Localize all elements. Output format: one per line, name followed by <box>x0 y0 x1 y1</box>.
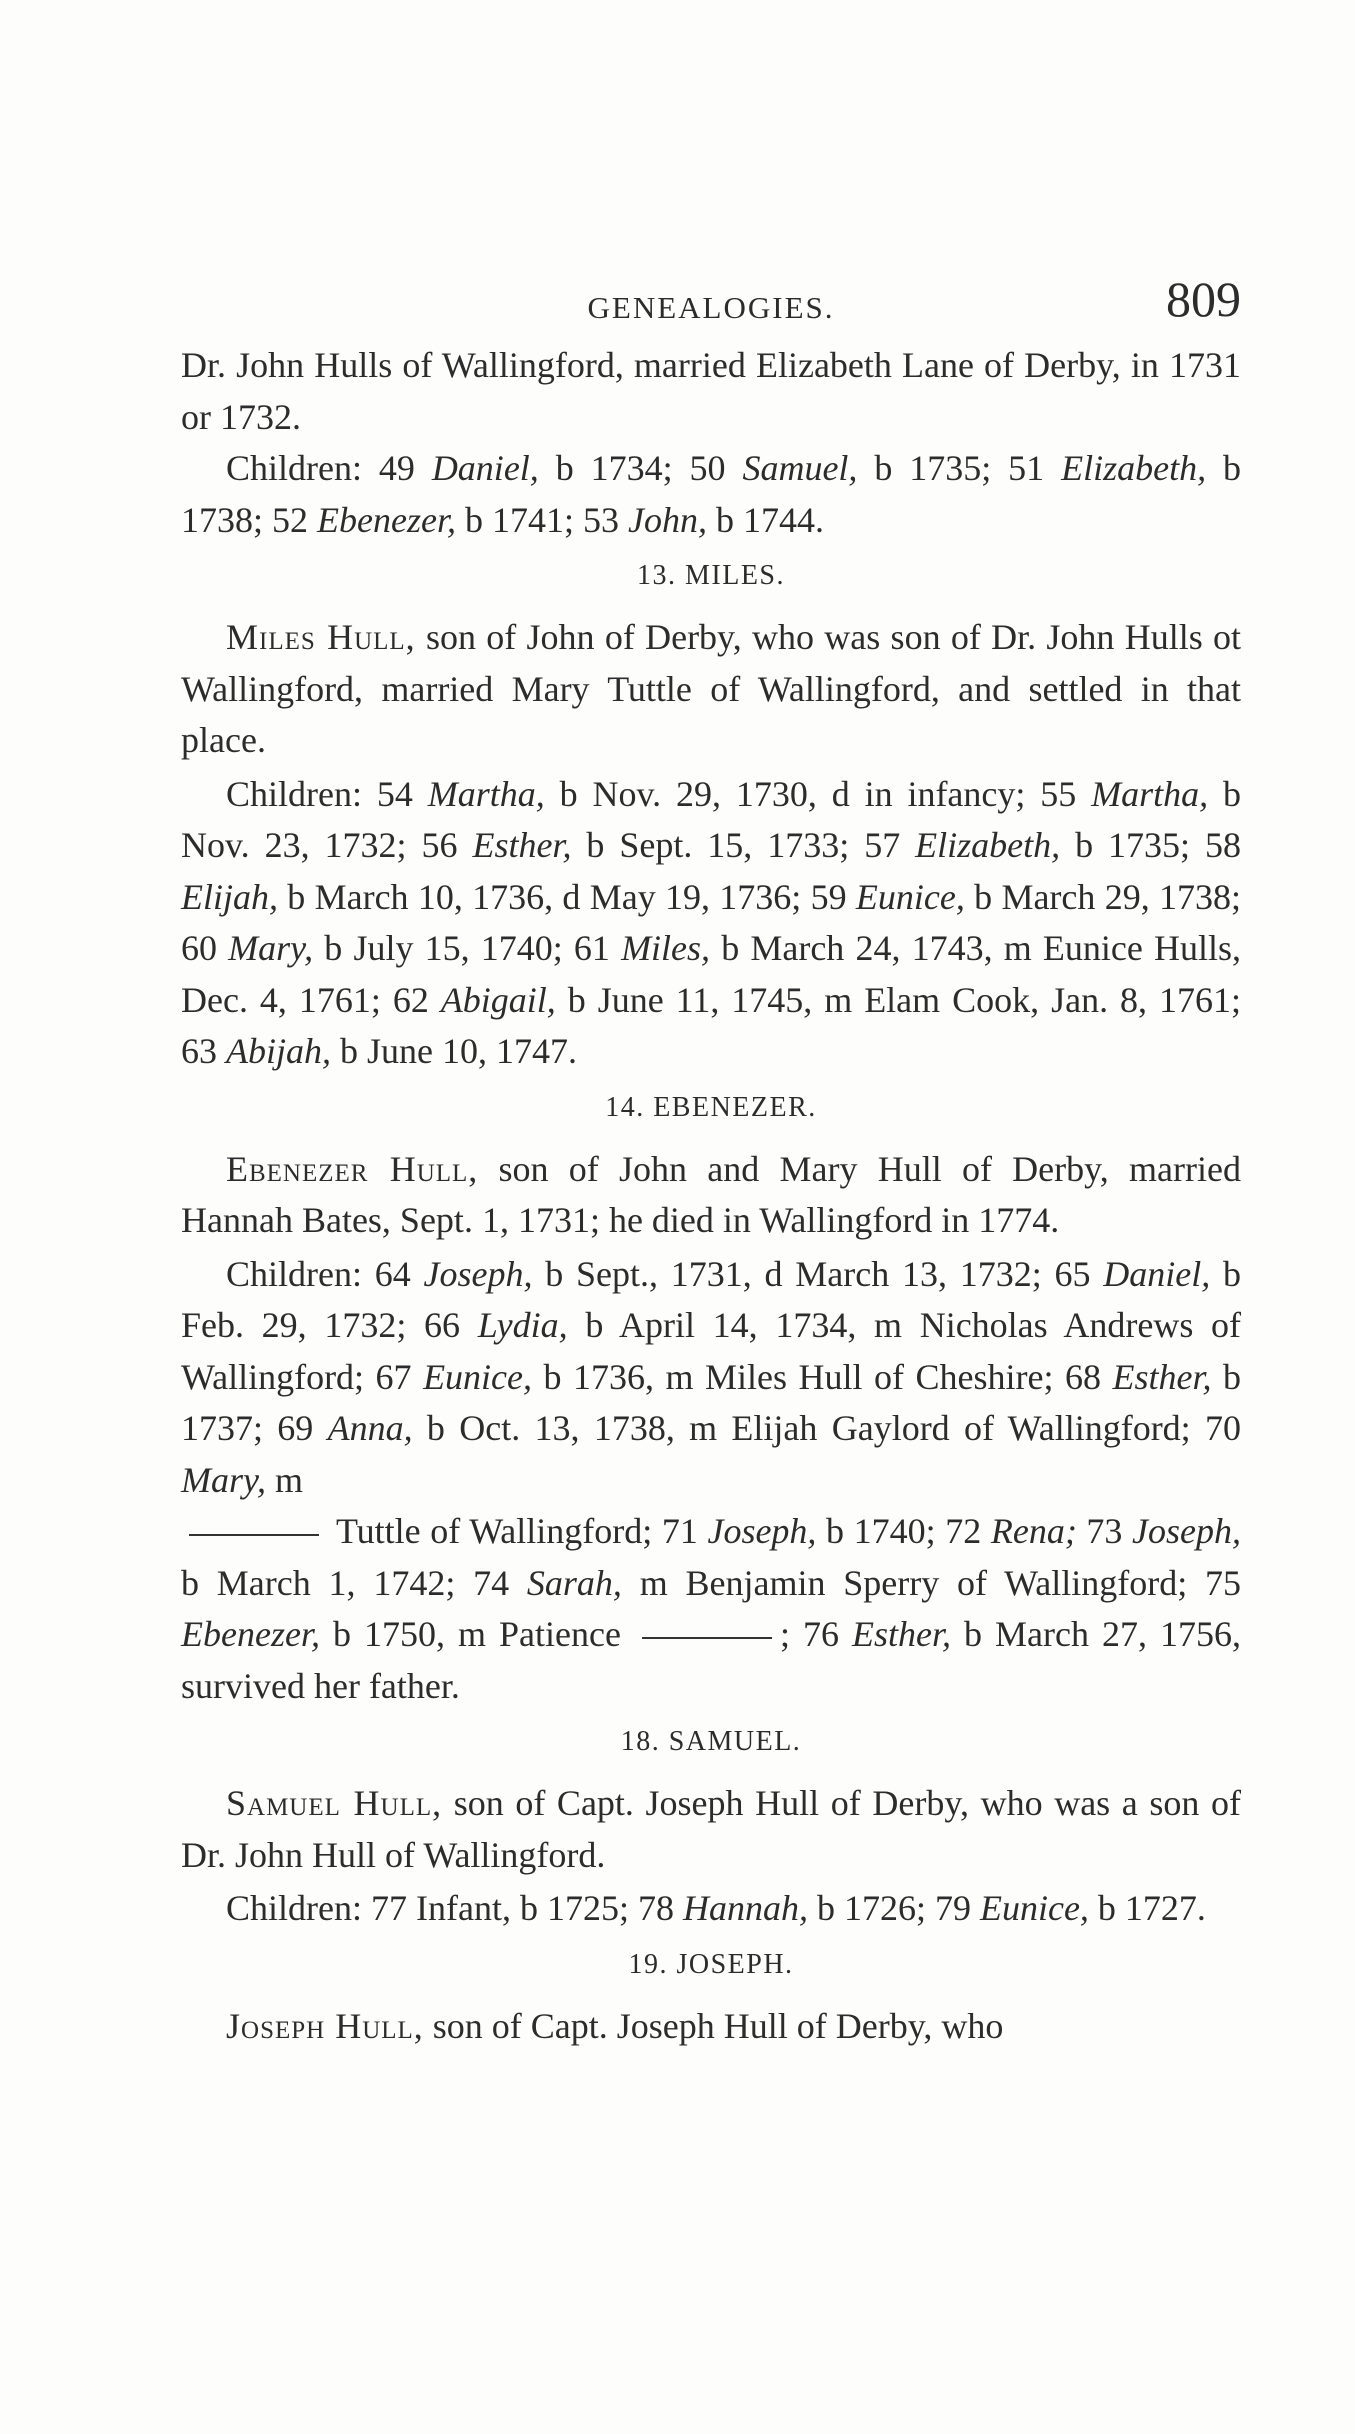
section-heading-samuel: 18. SAMUEL. <box>620 1726 802 1757</box>
child-name: Abigail, <box>440 979 556 1020</box>
paragraph-children-john <box>181 443 1241 546</box>
child-name: Esther, <box>1112 1356 1212 1397</box>
child-name: Martha, <box>1091 773 1209 814</box>
page-number: 809 <box>1166 271 1241 327</box>
paragraph-children-miles <box>181 769 1241 1078</box>
text-run: b July 15, 1740; 61 <box>313 928 622 968</box>
text-run: b 1726; 79 <box>807 1888 980 1928</box>
text-run: b 1735; 58 <box>1060 825 1241 865</box>
person-name: Joseph Hull, <box>226 2005 424 2046</box>
text-run: b 1737; 69 <box>181 1356 1242 1448</box>
blank-name-dash <box>189 1534 319 1536</box>
text-run: Tuttle of Wallingford; 71 <box>327 1511 708 1551</box>
text-run: b March 1, 1742; 74 <box>181 1562 527 1603</box>
paragraph-children-ebenezer <box>181 1249 1241 1713</box>
text-run: b Nov. 23, 1732; 56 <box>181 773 1241 865</box>
child-name: Daniel, <box>1103 1253 1211 1294</box>
text-run: b Nov. 29, 1730, d in infancy; 55 <box>544 773 1092 814</box>
person-name: Miles Hull, <box>226 617 416 657</box>
paragraph-joseph-hull <box>181 2001 1241 2053</box>
text-run: b Oct. 13, 1738, m Elijah Gaylord of Wallingford; 70 <box>412 1408 1241 1448</box>
text-run: b June 10, 1747. <box>331 1031 577 1071</box>
text-run: b March 24, 1743, m Eunice Hulls, Dec. 4, 1761; 62 <box>181 928 1242 1020</box>
paragraph-john-hulls <box>181 340 1241 443</box>
child-name: Eunice, <box>979 1888 1089 1928</box>
child-name: Elijah, <box>181 876 278 917</box>
child-name: Eunice, <box>855 876 965 917</box>
text-run: b 1736, m Miles Hull of Cheshire; 68 <box>532 1356 1113 1397</box>
document-page <box>181 270 1241 2052</box>
running-title: GENEALOGIES. <box>587 290 835 325</box>
child-name: Ebenezer, <box>181 1614 320 1654</box>
section-heading-joseph: 19. JOSEPH. <box>628 1948 794 1980</box>
text-run: Children: 49 <box>226 448 432 488</box>
text-run: Children: 77 Infant, b 1725; 78 <box>226 1888 683 1928</box>
paragraph-ebenezer-hull <box>181 1144 1241 1247</box>
text-run: b 1740; 72 <box>816 1511 991 1551</box>
text-run: son of John of Derby, who was son of Dr. John Hulls ot Wallingford, married Mary Tuttle of Wallingford, and settled in that place. <box>181 617 1242 760</box>
text-run: b 1744. <box>706 499 824 540</box>
text-run: b 1750, m Patience <box>319 1614 634 1654</box>
text-run: b June 11, 1745, m Elam Cook, Jan. 8, 1761; 63 <box>181 979 1241 1071</box>
text-run: Children: 54 <box>226 773 428 814</box>
child-name: Mary, <box>181 1459 266 1500</box>
text-run: b Feb. 29, 1732; 66 <box>181 1253 1241 1345</box>
running-header <box>181 270 1241 340</box>
text-run: b 1727. <box>1088 1888 1206 1928</box>
paragraph-miles-hull <box>181 612 1241 767</box>
child-name: Elizabeth, <box>1061 448 1207 488</box>
person-name: Samuel Hull, <box>226 1783 443 1823</box>
child-name: Joseph, <box>707 1511 817 1551</box>
paragraph-text: Dr. John Hulls of Wallingford, married Elizabeth Lane of Derby, in 1731 or 1732. <box>181 345 1241 437</box>
text-run: b March 10, 1736, d May 19, 1736; 59 <box>278 876 856 917</box>
text-run: son of Capt. Joseph Hull of Derby, who <box>423 2005 1004 2046</box>
child-name: Joseph, <box>1132 1511 1241 1551</box>
child-name: Mary, <box>228 928 314 968</box>
child-name: Abijah, <box>226 1031 331 1071</box>
text-run: b 1735; 51 <box>857 448 1062 488</box>
paragraph-samuel-hull <box>181 1778 1241 1881</box>
section-heading-ebenezer: 14. EBENEZER. <box>605 1091 817 1123</box>
paragraph-children-samuel <box>181 1883 1241 1935</box>
child-name: John, <box>628 499 707 540</box>
text-run: b March 29, 1738; 60 <box>181 876 1241 968</box>
text-run: b 1734; 50 <box>538 448 743 488</box>
text-run: Children: 64 <box>226 1253 424 1294</box>
child-name: Martha, <box>427 773 545 814</box>
text-run: m Benjamin Sperry of Wallingford; 75 <box>621 1562 1241 1603</box>
child-name: Rena; <box>990 1511 1077 1551</box>
child-name: Samuel, <box>742 448 858 488</box>
child-name: Joseph, <box>423 1253 533 1294</box>
child-name: Hannah, <box>682 1888 808 1928</box>
text-run: b April 14, 1734, m Nicholas Andrews of Wallingford; 67 <box>181 1305 1241 1397</box>
child-name: Ebenezer, <box>317 499 456 540</box>
child-name: Sarah, <box>526 1562 622 1603</box>
text-run: b 1741; 53 <box>455 499 628 540</box>
person-name: Ebenezer Hull, <box>226 1148 479 1189</box>
child-name: Miles, <box>621 928 711 968</box>
child-name: Anna, <box>327 1408 413 1448</box>
text-run: son of John and Mary Hull of Derby, married Hannah Bates, Sept. 1, 1731; he died in Wallingford in 1774. <box>181 1148 1241 1240</box>
text-run: ; 76 <box>779 1614 852 1654</box>
section-heading-miles: 13. MILES. <box>637 560 785 591</box>
child-name: Daniel, <box>431 448 539 488</box>
text-run: b Sept. 15, 1733; 57 <box>571 825 916 865</box>
child-name: Eunice, <box>423 1356 533 1397</box>
child-name: Elizabeth, <box>915 825 1061 865</box>
child-name: Esther, <box>472 825 572 865</box>
text-run: b March 27, 1756, survived her father. <box>181 1614 1241 1706</box>
blank-name-dash <box>642 1637 772 1639</box>
text-run: b Sept., 1731, d March 13, 1732; 65 <box>532 1253 1104 1294</box>
text-run: son of Capt. Joseph Hull of Derby, who was a son of Dr. John Hull of Wallingford. <box>181 1783 1241 1875</box>
text-run: b 1738; 52 <box>181 448 1241 540</box>
child-name: Esther, <box>851 1614 951 1654</box>
text-run: m <box>266 1459 304 1500</box>
text-run: 73 <box>1076 1511 1133 1551</box>
child-name: Lydia, <box>477 1305 568 1345</box>
